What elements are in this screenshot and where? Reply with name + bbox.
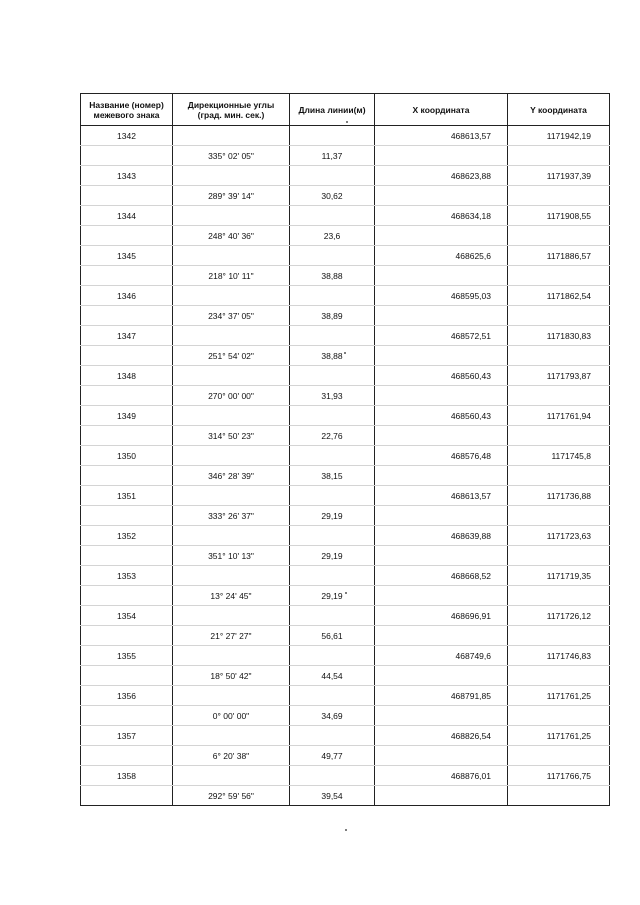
cell-line-length	[290, 286, 375, 306]
cell-x-coordinate: 468613,57	[375, 126, 508, 146]
cell-direction-angle	[173, 686, 290, 706]
cell-y-coordinate: 1171719,35	[508, 566, 610, 586]
header-direction-angle: Дирекционные углы (град. мин. сек.)	[173, 94, 290, 126]
cell-line-length: 23,6	[290, 226, 375, 246]
cell-x-coordinate: 468613,57	[375, 486, 508, 506]
cell-x-coordinate	[375, 306, 508, 326]
cell-x-coordinate	[375, 586, 508, 606]
cell-line-length	[290, 486, 375, 506]
table-row-point	[81, 446, 610, 466]
cell-direction-angle: 13° 24' 45"	[173, 586, 290, 606]
cell-point-name	[81, 386, 173, 406]
cell-x-coordinate: 468623,88	[375, 166, 508, 186]
cell-direction-angle	[173, 726, 290, 746]
table-body	[81, 126, 610, 806]
cell-x-coordinate: 468639,88	[375, 526, 508, 546]
cell-point-name	[81, 666, 173, 686]
cell-direction-angle	[173, 286, 290, 306]
cell-direction-angle	[173, 766, 290, 786]
cell-x-coordinate: 468826,54	[375, 726, 508, 746]
cell-direction-angle: 289° 39' 14"	[173, 186, 290, 206]
cell-line-length: 38,88	[290, 266, 375, 286]
cell-line-length	[290, 126, 375, 146]
cell-direction-angle	[173, 326, 290, 346]
cell-point-name: 1348	[81, 366, 173, 386]
cell-x-coordinate: 468876,01	[375, 766, 508, 786]
cell-point-name	[81, 346, 173, 366]
table-row-segment	[81, 386, 610, 406]
cell-y-coordinate	[508, 546, 610, 566]
cell-x-coordinate: 468749,6	[375, 646, 508, 666]
cell-point-name	[81, 706, 173, 726]
cell-y-coordinate	[508, 706, 610, 726]
cell-line-length: 29,19	[290, 586, 375, 606]
cell-direction-angle	[173, 206, 290, 226]
cell-x-coordinate: 468668,52	[375, 566, 508, 586]
cell-line-length: 22,76	[290, 426, 375, 446]
cell-x-coordinate	[375, 426, 508, 446]
cell-direction-angle	[173, 646, 290, 666]
cell-point-name	[81, 506, 173, 526]
table-row-point	[81, 406, 610, 426]
table-row-point	[81, 566, 610, 586]
cell-x-coordinate	[375, 266, 508, 286]
cell-y-coordinate: 1171766,75	[508, 766, 610, 786]
cell-direction-angle: 0° 00' 00"	[173, 706, 290, 726]
table-row-segment	[81, 626, 610, 646]
table-row-segment	[81, 426, 610, 446]
table-row-point	[81, 686, 610, 706]
table-row-segment	[81, 266, 610, 286]
cell-y-coordinate	[508, 306, 610, 326]
cell-point-name: 1345	[81, 246, 173, 266]
cell-direction-angle	[173, 566, 290, 586]
cell-x-coordinate: 468560,43	[375, 406, 508, 426]
cell-point-name	[81, 306, 173, 326]
header-point-name: Название (номер) межевого знака	[81, 94, 173, 126]
cell-point-name	[81, 186, 173, 206]
cell-y-coordinate: 1171761,25	[508, 686, 610, 706]
cell-direction-angle: 21° 27' 27"	[173, 626, 290, 646]
cell-y-coordinate: 1171886,57	[508, 246, 610, 266]
cell-y-coordinate: 1171761,25	[508, 726, 610, 746]
scan-speck	[344, 352, 346, 354]
cell-point-name	[81, 426, 173, 446]
table-row-point	[81, 206, 610, 226]
cell-line-length: 31,93	[290, 386, 375, 406]
cell-y-coordinate	[508, 626, 610, 646]
cell-x-coordinate: 468634,18	[375, 206, 508, 226]
cell-point-name	[81, 626, 173, 646]
table-row-segment	[81, 586, 610, 606]
cell-line-length: 30,62	[290, 186, 375, 206]
cell-y-coordinate: 1171723,63	[508, 526, 610, 546]
scan-speck	[345, 592, 347, 594]
cell-line-length	[290, 726, 375, 746]
cell-point-name: 1350	[81, 446, 173, 466]
cell-direction-angle: 218° 10' 11"	[173, 266, 290, 286]
cell-x-coordinate	[375, 386, 508, 406]
cell-point-name	[81, 746, 173, 766]
cell-y-coordinate: 1171862,54	[508, 286, 610, 306]
table-row-segment	[81, 546, 610, 566]
cell-x-coordinate: 468560,43	[375, 366, 508, 386]
scan-speck	[346, 121, 348, 123]
cell-x-coordinate	[375, 746, 508, 766]
cell-point-name	[81, 266, 173, 286]
cell-y-coordinate: 1171745,8	[508, 446, 610, 466]
cell-y-coordinate	[508, 386, 610, 406]
table-row-point	[81, 606, 610, 626]
cell-line-length	[290, 686, 375, 706]
cell-x-coordinate	[375, 546, 508, 566]
cell-y-coordinate: 1171736,88	[508, 486, 610, 506]
scan-speck	[345, 829, 347, 831]
cell-line-length: 11,37	[290, 146, 375, 166]
cell-y-coordinate	[508, 266, 610, 286]
cell-x-coordinate	[375, 786, 508, 806]
cell-x-coordinate	[375, 226, 508, 246]
cell-point-name: 1352	[81, 526, 173, 546]
cell-point-name: 1347	[81, 326, 173, 346]
cell-direction-angle: 270° 00' 00"	[173, 386, 290, 406]
cell-line-length: 38,15	[290, 466, 375, 486]
table-row-segment	[81, 746, 610, 766]
cell-x-coordinate	[375, 626, 508, 646]
cell-direction-angle	[173, 606, 290, 626]
cell-direction-angle	[173, 486, 290, 506]
cell-x-coordinate: 468595,03	[375, 286, 508, 306]
table-row-segment	[81, 306, 610, 326]
cell-y-coordinate: 1171908,55	[508, 206, 610, 226]
cell-x-coordinate	[375, 666, 508, 686]
table-row-segment	[81, 786, 610, 806]
cell-line-length: 38,89	[290, 306, 375, 326]
cell-x-coordinate	[375, 346, 508, 366]
cell-direction-angle: 251° 54' 02"	[173, 346, 290, 366]
cell-point-name: 1349	[81, 406, 173, 426]
cell-point-name: 1346	[81, 286, 173, 306]
cell-x-coordinate: 468696,91	[375, 606, 508, 626]
cell-line-length	[290, 526, 375, 546]
table-row-segment	[81, 186, 610, 206]
cell-point-name: 1344	[81, 206, 173, 226]
table-row-segment	[81, 666, 610, 686]
cell-y-coordinate	[508, 586, 610, 606]
cell-line-length	[290, 206, 375, 226]
cell-line-length	[290, 566, 375, 586]
cell-y-coordinate: 1171726,12	[508, 606, 610, 626]
table-row-segment	[81, 226, 610, 246]
cell-direction-angle: 314° 50' 23"	[173, 426, 290, 446]
table-row-point	[81, 126, 610, 146]
cell-point-name	[81, 466, 173, 486]
table-row-point	[81, 166, 610, 186]
cell-line-length: 49,77	[290, 746, 375, 766]
cell-direction-angle: 292° 59' 56"	[173, 786, 290, 806]
cell-y-coordinate	[508, 146, 610, 166]
cell-direction-angle: 234° 37' 05"	[173, 306, 290, 326]
cell-direction-angle: 351° 10' 13"	[173, 546, 290, 566]
cell-y-coordinate	[508, 466, 610, 486]
table-row-point	[81, 526, 610, 546]
cell-point-name: 1353	[81, 566, 173, 586]
cell-direction-angle: 6° 20' 38"	[173, 746, 290, 766]
cell-line-length: 34,69	[290, 706, 375, 726]
table-row-segment	[81, 706, 610, 726]
cell-y-coordinate	[508, 426, 610, 446]
cell-line-length: 56,61	[290, 626, 375, 646]
cell-direction-angle	[173, 246, 290, 266]
cell-point-name: 1358	[81, 766, 173, 786]
cell-point-name: 1356	[81, 686, 173, 706]
table-row-segment	[81, 146, 610, 166]
cell-direction-angle	[173, 406, 290, 426]
cell-x-coordinate: 468791,85	[375, 686, 508, 706]
cell-y-coordinate: 1171761,94	[508, 406, 610, 426]
cell-line-length	[290, 166, 375, 186]
table-row-point	[81, 366, 610, 386]
table-row-point	[81, 286, 610, 306]
cell-direction-angle	[173, 126, 290, 146]
cell-direction-angle	[173, 166, 290, 186]
cell-line-length: 44,54	[290, 666, 375, 686]
cell-y-coordinate	[508, 506, 610, 526]
cell-line-length	[290, 606, 375, 626]
cell-point-name: 1351	[81, 486, 173, 506]
cell-y-coordinate: 1171937,39	[508, 166, 610, 186]
cell-x-coordinate	[375, 706, 508, 726]
table-row-point	[81, 646, 610, 666]
cell-direction-angle: 18° 50' 42"	[173, 666, 290, 686]
cell-x-coordinate: 468576,48	[375, 446, 508, 466]
cell-direction-angle	[173, 366, 290, 386]
cell-x-coordinate: 468572,51	[375, 326, 508, 346]
cell-direction-angle: 346° 28' 39"	[173, 466, 290, 486]
table-row-segment	[81, 466, 610, 486]
cell-point-name: 1354	[81, 606, 173, 626]
cell-y-coordinate: 1171793,87	[508, 366, 610, 386]
cell-line-length	[290, 246, 375, 266]
cell-line-length: 39,54	[290, 786, 375, 806]
cell-y-coordinate	[508, 346, 610, 366]
cell-line-length	[290, 446, 375, 466]
cell-point-name	[81, 786, 173, 806]
cell-point-name	[81, 546, 173, 566]
cell-line-length: 29,19	[290, 546, 375, 566]
boundary-points-table	[80, 93, 610, 806]
cell-point-name: 1357	[81, 726, 173, 746]
cell-line-length	[290, 366, 375, 386]
cell-y-coordinate: 1171746,83	[508, 646, 610, 666]
cell-y-coordinate	[508, 786, 610, 806]
cell-y-coordinate	[508, 746, 610, 766]
cell-point-name: 1343	[81, 166, 173, 186]
header-y-coordinate: Y координата	[508, 94, 610, 126]
cell-direction-angle	[173, 526, 290, 546]
table-row-point	[81, 326, 610, 346]
cell-point-name	[81, 586, 173, 606]
cell-y-coordinate: 1171830,83	[508, 326, 610, 346]
cell-direction-angle: 248° 40' 36"	[173, 226, 290, 246]
table-header-row	[81, 94, 610, 126]
header-x-coordinate: X координата	[375, 94, 508, 126]
cell-y-coordinate	[508, 666, 610, 686]
cell-line-length: 29,19	[290, 506, 375, 526]
cell-direction-angle: 333° 26' 37"	[173, 506, 290, 526]
cell-point-name: 1355	[81, 646, 173, 666]
cell-y-coordinate: 1171942,19	[508, 126, 610, 146]
table-row-segment	[81, 506, 610, 526]
cell-x-coordinate	[375, 146, 508, 166]
cell-x-coordinate	[375, 506, 508, 526]
cell-direction-angle: 335° 02' 05"	[173, 146, 290, 166]
cell-line-length: 38,88	[290, 346, 375, 366]
cell-point-name: 1342	[81, 126, 173, 146]
table-row-point	[81, 486, 610, 506]
cell-point-name	[81, 146, 173, 166]
table-row-segment	[81, 346, 610, 366]
cell-y-coordinate	[508, 186, 610, 206]
table-row-point	[81, 246, 610, 266]
cell-line-length	[290, 326, 375, 346]
cell-line-length	[290, 766, 375, 786]
cell-line-length	[290, 406, 375, 426]
cell-line-length	[290, 646, 375, 666]
header-line-length: Длина линии(м)	[290, 94, 375, 126]
cell-direction-angle	[173, 446, 290, 466]
cell-x-coordinate	[375, 466, 508, 486]
cell-y-coordinate	[508, 226, 610, 246]
table-row-point	[81, 766, 610, 786]
cell-x-coordinate: 468625,6	[375, 246, 508, 266]
table-row-point	[81, 726, 610, 746]
cell-point-name	[81, 226, 173, 246]
cell-x-coordinate	[375, 186, 508, 206]
